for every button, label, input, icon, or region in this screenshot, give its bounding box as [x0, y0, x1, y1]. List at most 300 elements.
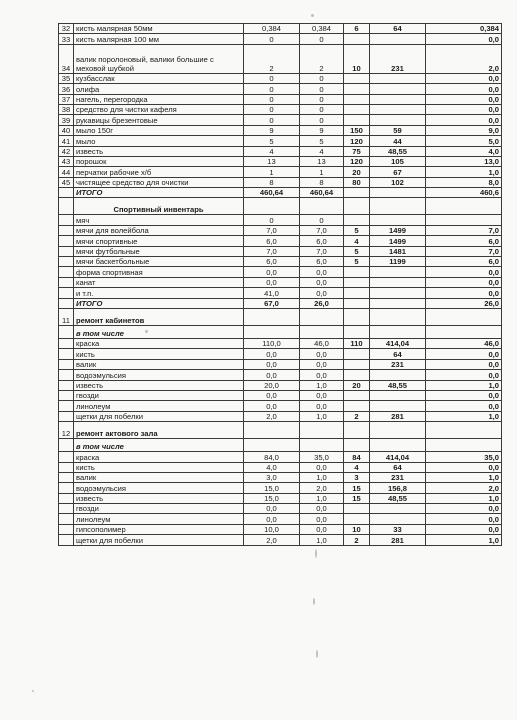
total-amount: 4,0	[426, 146, 502, 156]
total-amount: 0,0	[426, 370, 502, 380]
unit-price	[370, 267, 426, 277]
quantity: 84	[344, 452, 370, 462]
row-number: 39	[59, 115, 74, 125]
row-number	[59, 401, 74, 411]
item-name: в том числе	[74, 439, 244, 452]
actual-amount: 8	[300, 177, 344, 187]
unit-price: 231	[370, 44, 426, 73]
total-amount: 6,0	[426, 257, 502, 267]
planned-amount: 7,0	[244, 246, 300, 256]
planned-amount: 6,0	[244, 236, 300, 246]
scan-speck	[316, 650, 318, 658]
row-number	[59, 370, 74, 380]
quantity	[344, 188, 370, 198]
quantity	[344, 34, 370, 44]
actual-amount: 1,0	[300, 472, 344, 482]
item-name: известь	[74, 380, 244, 390]
total-amount: 0,0	[426, 401, 502, 411]
scan-speck	[145, 330, 148, 333]
quantity	[344, 504, 370, 514]
table-row	[59, 298, 502, 308]
total-amount: 0,0	[426, 94, 502, 104]
quantity: 6	[344, 24, 370, 34]
row-number: 32	[59, 24, 74, 34]
item-name: олифа	[74, 84, 244, 94]
item-name: известь	[74, 146, 244, 156]
planned-amount: 0	[244, 215, 300, 225]
unit-price: 156,8	[370, 483, 426, 493]
row-number	[59, 514, 74, 524]
table-row	[59, 483, 502, 493]
actual-amount: 1,0	[300, 380, 344, 390]
table-row	[59, 422, 502, 439]
item-name: порошок	[74, 156, 244, 166]
unit-price: 67	[370, 167, 426, 177]
planned-amount: 4	[244, 146, 300, 156]
table-row	[59, 257, 502, 267]
unit-price	[370, 370, 426, 380]
table-row	[59, 267, 502, 277]
actual-amount: 6,0	[300, 257, 344, 267]
planned-amount	[244, 422, 300, 439]
unit-price: 33	[370, 524, 426, 534]
row-number	[59, 198, 74, 215]
item-name: мячи баскетбольные	[74, 257, 244, 267]
unit-price	[370, 198, 426, 215]
unit-price: 64	[370, 349, 426, 359]
item-name: мячи спортивные	[74, 236, 244, 246]
actual-amount: 0	[300, 94, 344, 104]
actual-amount: 26,0	[300, 298, 344, 308]
unit-price: 105	[370, 156, 426, 166]
total-amount: 0,0	[426, 462, 502, 472]
unit-price: 1499	[370, 236, 426, 246]
row-number: 45	[59, 177, 74, 187]
item-name: водоэмульсия	[74, 370, 244, 380]
unit-price: 1481	[370, 246, 426, 256]
row-number	[59, 535, 74, 545]
item-name: валик	[74, 359, 244, 369]
table-row	[59, 380, 502, 390]
actual-amount	[300, 422, 344, 439]
unit-price	[370, 94, 426, 104]
total-amount: 460,6	[426, 188, 502, 198]
actual-amount: 2,0	[300, 483, 344, 493]
planned-amount: 0,384	[244, 24, 300, 34]
table-row	[59, 308, 502, 325]
item-name: краска	[74, 338, 244, 348]
total-amount	[426, 422, 502, 439]
table-row	[59, 452, 502, 462]
table-row	[59, 359, 502, 369]
quantity: 20	[344, 380, 370, 390]
item-name: средство для чистки кафеля	[74, 104, 244, 114]
unit-price	[370, 298, 426, 308]
unit-price: 48,55	[370, 146, 426, 156]
row-number: 11	[59, 308, 74, 325]
item-name: линолеум	[74, 514, 244, 524]
scan-speck	[315, 549, 317, 558]
item-name: кисть	[74, 349, 244, 359]
unit-price	[370, 73, 426, 83]
item-name: гипсополимер	[74, 524, 244, 534]
table-body	[59, 24, 502, 546]
item-name: ремонт кабинетов	[74, 308, 244, 325]
planned-amount: 460,64	[244, 188, 300, 198]
total-amount: 7,0	[426, 225, 502, 235]
unit-price: 102	[370, 177, 426, 187]
quantity	[344, 115, 370, 125]
total-amount: 26,0	[426, 298, 502, 308]
planned-amount: 0,0	[244, 390, 300, 400]
item-name: кисть	[74, 462, 244, 472]
row-number	[59, 462, 74, 472]
row-number	[59, 277, 74, 287]
actual-amount: 0	[300, 215, 344, 225]
row-number	[59, 288, 74, 298]
planned-amount: 8	[244, 177, 300, 187]
planned-amount: 0,0	[244, 514, 300, 524]
total-amount: 0,0	[426, 84, 502, 94]
total-amount: 0,0	[426, 277, 502, 287]
total-amount: 0,384	[426, 24, 502, 34]
unit-price: 1499	[370, 225, 426, 235]
planned-amount	[244, 325, 300, 338]
actual-amount: 0,0	[300, 359, 344, 369]
unit-price: 1199	[370, 257, 426, 267]
total-amount: 1,0	[426, 535, 502, 545]
unit-price: 414,04	[370, 338, 426, 348]
total-amount: 0,0	[426, 288, 502, 298]
row-number	[59, 483, 74, 493]
planned-amount: 0,0	[244, 370, 300, 380]
planned-amount: 110,0	[244, 338, 300, 348]
row-number	[59, 236, 74, 246]
quantity	[344, 94, 370, 104]
total-amount: 0,0	[426, 34, 502, 44]
planned-amount: 84,0	[244, 452, 300, 462]
unit-price: 231	[370, 359, 426, 369]
row-number	[59, 380, 74, 390]
actual-amount: 9	[300, 125, 344, 135]
actual-amount	[300, 198, 344, 215]
scan-speck	[32, 690, 34, 692]
total-amount: 0,0	[426, 390, 502, 400]
actual-amount: 0,0	[300, 288, 344, 298]
quantity	[344, 390, 370, 400]
actual-amount: 0,0	[300, 504, 344, 514]
total-amount: 0,0	[426, 514, 502, 524]
quantity	[344, 308, 370, 325]
quantity	[344, 359, 370, 369]
table-row	[59, 198, 502, 215]
quantity: 4	[344, 236, 370, 246]
quantity	[344, 84, 370, 94]
planned-amount: 20,0	[244, 380, 300, 390]
quantity: 2	[344, 411, 370, 421]
total-amount: 35,0	[426, 452, 502, 462]
table-row	[59, 44, 502, 73]
item-name: ИТОГО	[74, 188, 244, 198]
table-row	[59, 349, 502, 359]
item-name: кузбасслак	[74, 73, 244, 83]
quantity: 10	[344, 44, 370, 73]
quantity: 15	[344, 483, 370, 493]
table-row	[59, 390, 502, 400]
unit-price	[370, 34, 426, 44]
row-number: 34	[59, 44, 74, 73]
row-number	[59, 524, 74, 534]
table-row	[59, 325, 502, 338]
table-row	[59, 94, 502, 104]
planned-amount: 0,0	[244, 267, 300, 277]
item-name: перчатки рабочие х/б	[74, 167, 244, 177]
table-row	[59, 115, 502, 125]
planned-amount: 0,0	[244, 359, 300, 369]
total-amount: 46,0	[426, 338, 502, 348]
row-number: 44	[59, 167, 74, 177]
table-row	[59, 73, 502, 83]
quantity: 120	[344, 136, 370, 146]
quantity: 5	[344, 225, 370, 235]
unit-price: 59	[370, 125, 426, 135]
actual-amount: 1	[300, 167, 344, 177]
total-amount: 1,0	[426, 167, 502, 177]
unit-price	[370, 439, 426, 452]
table-row	[59, 136, 502, 146]
planned-amount: 6,0	[244, 257, 300, 267]
quantity	[344, 422, 370, 439]
total-amount	[426, 439, 502, 452]
item-name: рукавицы брезентовые	[74, 115, 244, 125]
actual-amount: 46,0	[300, 338, 344, 348]
table-row	[59, 472, 502, 482]
row-number: 41	[59, 136, 74, 146]
unit-price	[370, 308, 426, 325]
item-name: мячи для волейбола	[74, 225, 244, 235]
item-name: чистящее средство для очистки	[74, 177, 244, 187]
row-number	[59, 359, 74, 369]
planned-amount	[244, 308, 300, 325]
table-row	[59, 370, 502, 380]
row-number	[59, 452, 74, 462]
actual-amount: 0,384	[300, 24, 344, 34]
row-number	[59, 411, 74, 421]
item-name: мяч	[74, 215, 244, 225]
table-row	[59, 167, 502, 177]
table-row	[59, 462, 502, 472]
row-number: 37	[59, 94, 74, 104]
planned-amount: 0	[244, 84, 300, 94]
item-name: гвозди	[74, 390, 244, 400]
actual-amount: 0	[300, 84, 344, 94]
actual-amount: 0,0	[300, 277, 344, 287]
table-row	[59, 177, 502, 187]
total-amount: 1,0	[426, 472, 502, 482]
unit-price	[370, 188, 426, 198]
table-row	[59, 34, 502, 44]
item-name: канат	[74, 277, 244, 287]
table-row	[59, 104, 502, 114]
planned-amount: 0,0	[244, 349, 300, 359]
total-amount: 2,0	[426, 483, 502, 493]
total-amount	[426, 215, 502, 225]
planned-amount: 0	[244, 104, 300, 114]
item-name: гвозди	[74, 504, 244, 514]
quantity: 150	[344, 125, 370, 135]
item-name: нагель, перегородка	[74, 94, 244, 104]
row-number	[59, 325, 74, 338]
total-amount: 0,0	[426, 115, 502, 125]
item-name: мыло	[74, 136, 244, 146]
unit-price	[370, 401, 426, 411]
total-amount: 1,0	[426, 493, 502, 503]
planned-amount: 2,0	[244, 411, 300, 421]
row-number	[59, 349, 74, 359]
actual-amount: 13	[300, 156, 344, 166]
planned-amount: 0	[244, 115, 300, 125]
quantity	[344, 267, 370, 277]
item-name: мыло 150г	[74, 125, 244, 135]
actual-amount: 0	[300, 104, 344, 114]
table-row	[59, 288, 502, 298]
table-row	[59, 246, 502, 256]
table-row	[59, 24, 502, 34]
row-number	[59, 225, 74, 235]
quantity: 2	[344, 535, 370, 545]
row-number: 36	[59, 84, 74, 94]
unit-price	[370, 504, 426, 514]
quantity	[344, 198, 370, 215]
table-row	[59, 439, 502, 452]
table-row	[59, 411, 502, 421]
actual-amount: 7,0	[300, 246, 344, 256]
unit-price: 281	[370, 535, 426, 545]
row-number: 43	[59, 156, 74, 166]
table-row	[59, 524, 502, 534]
total-amount: 5,0	[426, 136, 502, 146]
table-row	[59, 146, 502, 156]
table-row	[59, 493, 502, 503]
row-number	[59, 298, 74, 308]
total-amount: 9,0	[426, 125, 502, 135]
actual-amount: 0,0	[300, 524, 344, 534]
item-name: форма спортивная	[74, 267, 244, 277]
table-row	[59, 338, 502, 348]
planned-amount	[244, 439, 300, 452]
actual-amount: 0,0	[300, 390, 344, 400]
unit-price	[370, 115, 426, 125]
total-amount	[426, 308, 502, 325]
quantity	[344, 401, 370, 411]
unit-price: 64	[370, 462, 426, 472]
unit-price	[370, 422, 426, 439]
total-amount: 2,0	[426, 44, 502, 73]
actual-amount: 6,0	[300, 236, 344, 246]
total-amount: 0,0	[426, 267, 502, 277]
table-row	[59, 514, 502, 524]
quantity	[344, 104, 370, 114]
actual-amount: 0	[300, 34, 344, 44]
total-amount: 1,0	[426, 411, 502, 421]
total-amount: 7,0	[426, 246, 502, 256]
unit-price	[370, 84, 426, 94]
quantity: 5	[344, 246, 370, 256]
budget-table	[58, 23, 502, 546]
total-amount: 1,0	[426, 380, 502, 390]
row-number	[59, 493, 74, 503]
item-name: и т.п.	[74, 288, 244, 298]
row-number	[59, 215, 74, 225]
planned-amount: 41,0	[244, 288, 300, 298]
table-row	[59, 236, 502, 246]
actual-amount: 7,0	[300, 225, 344, 235]
item-name: кисть малярная 100 мм	[74, 34, 244, 44]
quantity: 20	[344, 167, 370, 177]
row-number: 42	[59, 146, 74, 156]
unit-price: 231	[370, 472, 426, 482]
actual-amount: 5	[300, 136, 344, 146]
scan-speck	[313, 598, 315, 605]
actual-amount: 0,0	[300, 462, 344, 472]
planned-amount: 15,0	[244, 493, 300, 503]
quantity	[344, 277, 370, 287]
table-row	[59, 156, 502, 166]
planned-amount: 67,0	[244, 298, 300, 308]
actual-amount: 35,0	[300, 452, 344, 462]
total-amount: 8,0	[426, 177, 502, 187]
total-amount: 6,0	[426, 236, 502, 246]
actual-amount: 0,0	[300, 267, 344, 277]
quantity	[344, 370, 370, 380]
item-name: валик поролоновый, валики большие с меховой шубкой	[74, 44, 244, 73]
row-number	[59, 439, 74, 452]
row-number: 40	[59, 125, 74, 135]
scan-speck	[311, 14, 314, 17]
quantity	[344, 215, 370, 225]
quantity	[344, 439, 370, 452]
quantity: 80	[344, 177, 370, 187]
item-name: линолеум	[74, 401, 244, 411]
actual-amount: 1,0	[300, 411, 344, 421]
actual-amount: 1,0	[300, 493, 344, 503]
unit-price	[370, 288, 426, 298]
row-number: 12	[59, 422, 74, 439]
unit-price: 281	[370, 411, 426, 421]
unit-price: 48,55	[370, 380, 426, 390]
planned-amount: 10,0	[244, 524, 300, 534]
planned-amount: 9	[244, 125, 300, 135]
unit-price: 48,55	[370, 493, 426, 503]
actual-amount: 460,64	[300, 188, 344, 198]
total-amount: 0,0	[426, 104, 502, 114]
quantity	[344, 73, 370, 83]
row-number: 35	[59, 73, 74, 83]
actual-amount: 1,0	[300, 535, 344, 545]
planned-amount: 2,0	[244, 535, 300, 545]
table-row	[59, 225, 502, 235]
planned-amount: 0,0	[244, 504, 300, 514]
total-amount: 0,0	[426, 504, 502, 514]
item-name: Спортивный инвентарь	[74, 198, 244, 215]
actual-amount: 0	[300, 115, 344, 125]
unit-price: 414,04	[370, 452, 426, 462]
unit-price	[370, 277, 426, 287]
unit-price	[370, 104, 426, 114]
planned-amount: 0	[244, 94, 300, 104]
planned-amount: 7,0	[244, 225, 300, 235]
table-row	[59, 215, 502, 225]
